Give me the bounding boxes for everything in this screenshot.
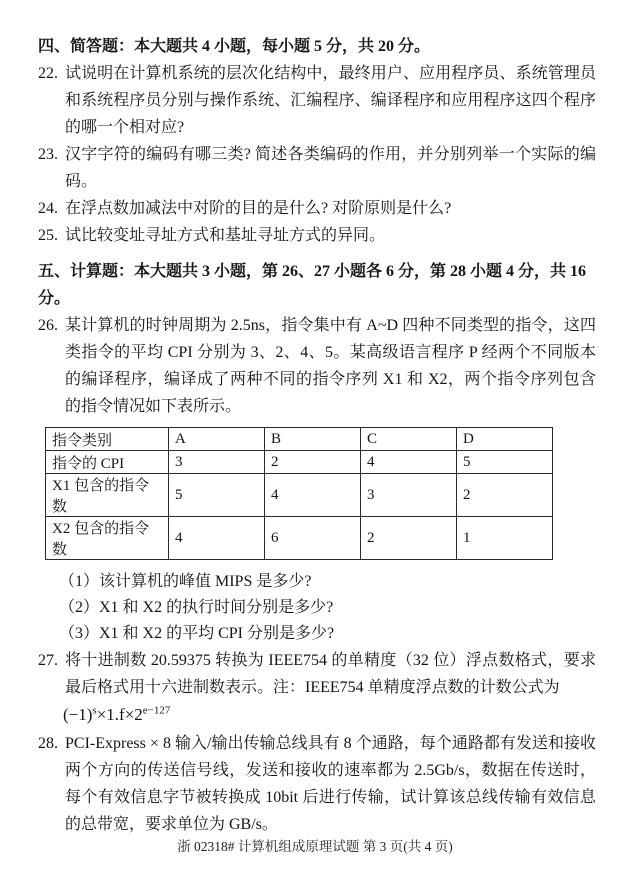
table-header-cell: A <box>169 428 265 451</box>
table-cell: 3 <box>361 474 457 517</box>
table-header-row <box>46 428 553 451</box>
question-text: PCI-Express × 8 输入/输出传输总线具有 8 个通路，每个通路都有发送和接收两个方向的传送信号线，发送和接收的速率都为 2.5Gb/s，数据在传送时，每个有效信息字节被转换成 10bit 后进行传输，试计算该总线传输有效信息的总带宽，要求单位为 GB/s。 <box>65 735 596 833</box>
page-footer: 浙 02318# 计算机组成原理试题 第 3 页(共 4 页) <box>177 839 453 854</box>
table-header-cell: C <box>361 428 457 451</box>
table-cell: 4 <box>361 451 457 474</box>
table-cell: X2 包含的指令数 <box>46 517 169 560</box>
question-text: 汉字字符的编码有哪三类? 简述各类编码的作用，并分别列举一个实际的编码。 <box>65 146 596 190</box>
section5-heading: 五、计算题：本大题共 3 小题，第 26、27 小题各 6 分，第 28 小题 4 分，共 16 分。 <box>38 263 587 307</box>
instruction-cpi-table <box>45 427 553 560</box>
question-number: 28. <box>38 735 58 752</box>
question-number: 22. <box>38 65 58 82</box>
table-cell: 2 <box>265 451 361 474</box>
question-25 <box>38 222 596 249</box>
table-header-cell: B <box>265 428 361 451</box>
exam-page <box>38 33 596 838</box>
question-23 <box>38 141 596 195</box>
question-number: 27. <box>38 652 58 669</box>
table-cell: 4 <box>265 474 361 517</box>
formula-exponent-s: s <box>92 704 97 717</box>
formula-base: (−1) <box>63 705 93 724</box>
table-cell: 5 <box>457 451 553 474</box>
table-row <box>46 474 553 517</box>
question-number: 24. <box>38 200 58 217</box>
question-number: 25. <box>38 227 58 244</box>
question-27 <box>38 647 596 701</box>
table-cell: 1 <box>457 517 553 560</box>
table-cell: 4 <box>169 517 265 560</box>
question-26 <box>38 312 596 420</box>
question-24 <box>38 195 596 222</box>
question-text: 试比较变址寻址方式和基址寻址方式的异同。 <box>65 227 386 244</box>
formula-middle: ×1.f×2 <box>96 705 143 724</box>
table-cell: 2 <box>361 517 457 560</box>
question-text: 在浮点数加减法中对阶的目的是什么? 对阶原则是什么? <box>65 200 452 217</box>
table-row <box>46 517 553 560</box>
question-number: 23. <box>38 146 58 163</box>
table-cell: 5 <box>169 474 265 517</box>
ieee754-formula <box>63 701 596 730</box>
subquestion-1: （1）该计算机的峰值 MIPS 是多少? <box>59 573 312 590</box>
table-cell: 2 <box>457 474 553 517</box>
subquestion-2: （2）X1 和 X2 的执行时间分别是多少? <box>59 599 334 616</box>
question-28 <box>38 730 596 838</box>
question-text: 某计算机的时钟周期为 2.5ns，指令集中有 A~D 四种不同类型的指令，这四类指令的平均 CPI 分别为 3、2、4、5。某高级语言程序 P 经两个不同版本的编译程序，编译成了两种不同的指令序列 X1 和 X2，两个指令序列包含的指令情况如下表所示。 <box>65 317 596 415</box>
table-cell: X1 包含的指令数 <box>46 474 169 517</box>
table-cell: 3 <box>169 451 265 474</box>
table-row <box>46 451 553 474</box>
table-header-cell: D <box>457 428 553 451</box>
table-cell: 6 <box>265 517 361 560</box>
question-number: 26. <box>38 317 58 334</box>
table-cell: 指令的 CPI <box>46 451 169 474</box>
table-header-cell: 指令类别 <box>46 428 169 451</box>
question-text: 将十进制数 20.59375 转换为 IEEE754 的单精度（32 位）浮点数格式，要求最后格式用十六进制数表示。注：IEEE754 单精度浮点数的计数公式为 <box>65 652 596 696</box>
subquestion-3: （3）X1 和 X2 的平均 CPI 分别是多少? <box>59 625 335 642</box>
question-text: 试说明在计算机系统的层次化结构中，最终用户、应用程序员、系统管理员和系统程序员分别与操作系统、汇编程序、编译程序和应用程序这四个程序的哪一个相对应? <box>65 65 596 136</box>
section4-heading: 四、简答题：本大题共 4 小题，每小题 5 分，共 20 分。 <box>38 38 431 55</box>
formula-exponent-e: e−127 <box>142 704 171 717</box>
question-22 <box>38 60 596 141</box>
